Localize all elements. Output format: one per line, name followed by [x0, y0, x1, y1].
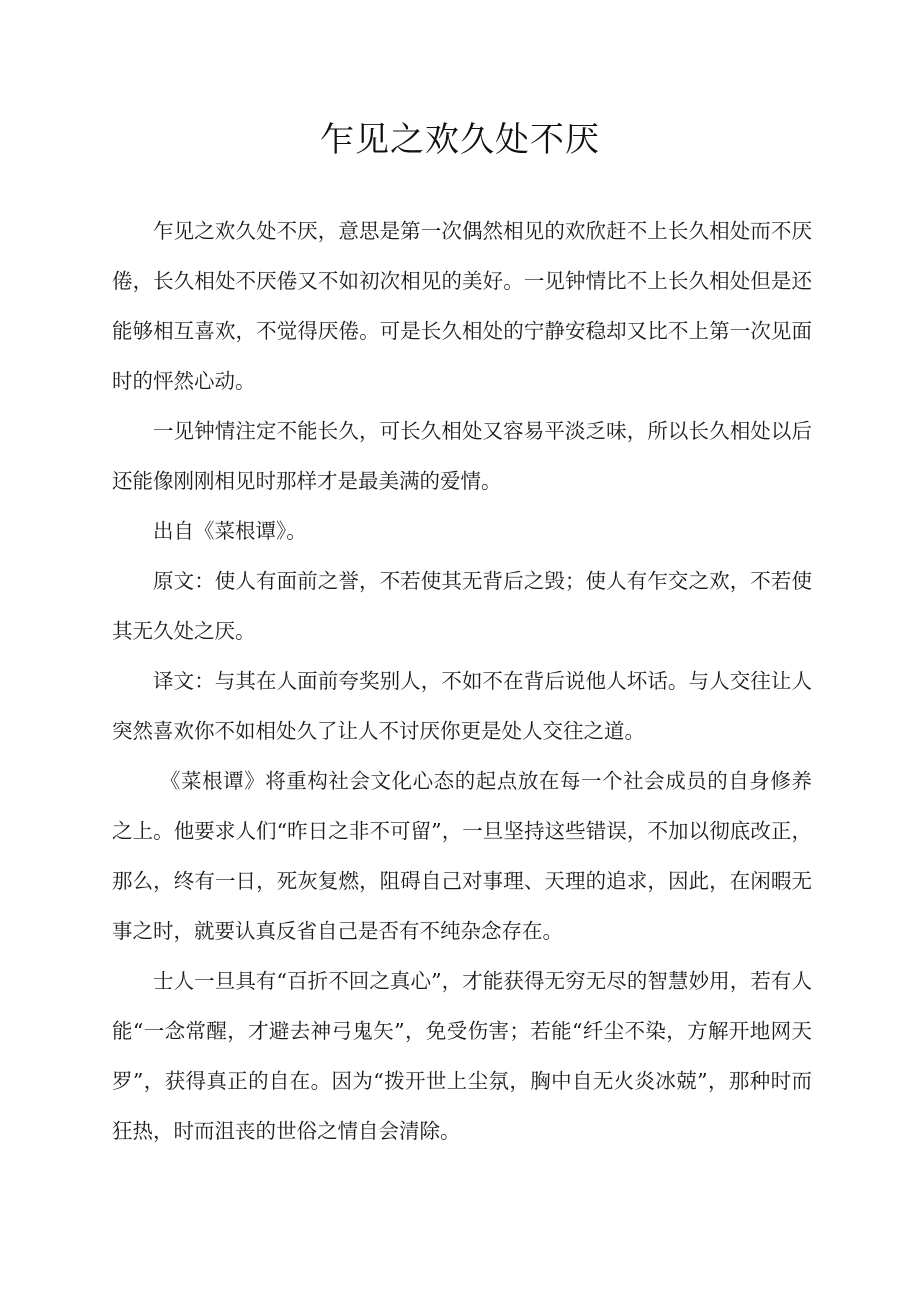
document-title: 乍见之欢久处不厌	[320, 120, 600, 160]
paragraph-scholar-commentary: 士人一旦具有“百折不回之真心”，才能获得无穷无尽的智慧妙用，若有人能“一念常醒，才避去神弓鬼矢”，免受伤害；若能“纤尘不染，方解开地网天罗”，获得真正的自在。因为“拨开世上尘氛，胸中自无火炎冰兢”，那种时而狂热，时而沮丧的世俗之情自会清除。	[112, 969, 812, 1143]
document-body	[112, 206, 812, 1156]
paragraph-meaning: 乍见之欢久处不厌，意思是第一次偶然相见的欢欣赶不上长久相处而不厌倦，长久相处不厌倦又不如初次相见的美好。一见钟情比不上长久相处但是还能够相互喜欢，不觉得厌倦。可是长久相处的宁静安稳却又比不上第一次见面时的怦然心动。	[112, 219, 812, 393]
paragraph-love: 一见钟情注定不能长久，可长久相处又容易平淡乏味，所以长久相处以后还能像刚刚相见时那样才是最美满的爱情。	[112, 419, 812, 493]
paragraph-original-text: 原文：使人有面前之誉，不若使其无背后之毁；使人有乍交之欢，不若使其无久处之厌。	[112, 569, 812, 643]
paragraph-translation: 译文：与其在人面前夸奖别人，不如不在背后说他人坏话。与人交往让人突然喜欢你不如相处久了让人不讨厌你更是处人交往之道。	[112, 669, 812, 743]
paragraph-source: 出自《菜根谭》。	[153, 519, 307, 543]
paragraph-caigentan-commentary: 《菜根谭》将重构社会文化心态的起点放在每一个社会成员的自身修养之上。他要求人们“昨日之非不可留”，一旦坚持这些错误，不加以彻底改正，那么，终有一日，死灰复燃，阻碍自己对事理、天理的追求，因此，在闲暇无事之时，就要认真反省自己是否有不纯杂念存在。	[112, 769, 812, 943]
